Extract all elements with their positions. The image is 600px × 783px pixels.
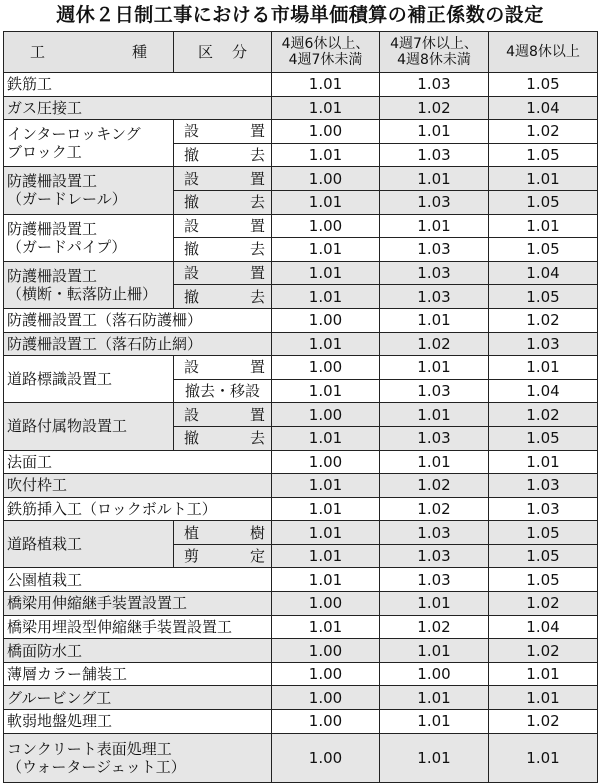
work-type-cell bbox=[4, 639, 272, 663]
work-type-cell bbox=[4, 474, 272, 498]
work-type-cell bbox=[4, 332, 272, 356]
header-division-char-2: 分 bbox=[231, 43, 247, 61]
page-title: 週休２日制工事における市場単価積算の補正係数の設定 bbox=[56, 4, 544, 26]
header-7-8-line-2: 4週8休未満 bbox=[397, 52, 471, 68]
division-label: 撤 bbox=[184, 287, 200, 306]
factor-value: 1.01 bbox=[272, 521, 380, 545]
division-label: 樹 bbox=[249, 523, 265, 542]
factor-value: 1.02 bbox=[489, 403, 598, 427]
work-type-label: 橋面防水工 bbox=[7, 641, 83, 660]
work-type-label: 薄層カラー舗装工 bbox=[7, 665, 128, 684]
factor-value: 1.01 bbox=[489, 662, 598, 686]
division-label: 去 bbox=[249, 146, 265, 165]
division-label: 設 bbox=[184, 122, 200, 141]
factor-value: 1.01 bbox=[380, 686, 489, 710]
factor-value: 1.03 bbox=[380, 73, 489, 97]
factor-value: 1.01 bbox=[272, 73, 380, 97]
division-label: 撤 bbox=[184, 240, 200, 259]
factor-value: 1.01 bbox=[380, 710, 489, 734]
work-type-label: （ウォータージェット工） bbox=[7, 757, 186, 776]
factor-value: 1.01 bbox=[272, 426, 380, 450]
table-row bbox=[4, 639, 598, 663]
division-label: 置 bbox=[249, 405, 265, 424]
work-type-cell bbox=[4, 497, 272, 521]
factor-value: 1.03 bbox=[380, 544, 489, 568]
work-type-cell bbox=[4, 450, 272, 474]
division-cell bbox=[174, 521, 272, 545]
factor-value: 1.01 bbox=[380, 120, 489, 144]
work-type-label: 鉄筋工 bbox=[7, 75, 53, 94]
work-type-label: （横断・転落防止柵） bbox=[7, 284, 158, 303]
work-type-label: 吹付枠工 bbox=[7, 476, 68, 495]
work-type-cell bbox=[4, 686, 272, 710]
factor-value: 1.01 bbox=[380, 214, 489, 238]
work-type-label: ブロック工 bbox=[7, 143, 82, 162]
work-type-cell bbox=[4, 615, 272, 639]
factor-value: 1.04 bbox=[489, 96, 598, 120]
table-row bbox=[4, 568, 598, 592]
factor-value: 1.00 bbox=[272, 167, 380, 191]
table-row bbox=[4, 686, 598, 710]
factor-value: 1.02 bbox=[380, 474, 489, 498]
division-label: 撤 bbox=[184, 429, 200, 448]
division-cell bbox=[174, 544, 272, 568]
work-type-label: ガス圧接工 bbox=[7, 98, 83, 117]
division-label: 置 bbox=[249, 169, 265, 188]
factor-value: 1.02 bbox=[380, 497, 489, 521]
factor-value: 1.00 bbox=[272, 592, 380, 616]
table-row bbox=[4, 733, 598, 782]
factor-value: 1.00 bbox=[272, 710, 380, 734]
factor-value: 1.00 bbox=[272, 450, 380, 474]
factor-value: 1.01 bbox=[272, 568, 380, 592]
factor-value: 1.01 bbox=[489, 167, 598, 191]
factor-value: 1.01 bbox=[380, 308, 489, 332]
factor-value: 1.05 bbox=[489, 521, 598, 545]
factor-value: 1.01 bbox=[272, 544, 380, 568]
division-label: 置 bbox=[249, 358, 265, 377]
factor-value: 1.01 bbox=[380, 733, 489, 782]
factor-value: 1.05 bbox=[489, 568, 598, 592]
factor-value: 1.00 bbox=[272, 733, 380, 782]
table-row bbox=[4, 450, 598, 474]
factor-value: 1.02 bbox=[489, 308, 598, 332]
work-type-cell bbox=[4, 167, 174, 214]
factor-value: 1.05 bbox=[489, 190, 598, 214]
work-type-cell bbox=[4, 403, 174, 450]
table-row bbox=[4, 474, 598, 498]
division-cell bbox=[174, 120, 272, 144]
work-type-label: 橋梁用埋設型伸縮継手装置設置工 bbox=[7, 617, 233, 636]
work-type-cell bbox=[4, 214, 174, 261]
factor-value: 1.03 bbox=[380, 261, 489, 285]
work-type-cell bbox=[4, 308, 272, 332]
work-type-cell bbox=[4, 73, 272, 97]
factor-value: 1.01 bbox=[489, 686, 598, 710]
table-row bbox=[4, 261, 598, 285]
factor-value: 1.03 bbox=[489, 497, 598, 521]
table-row bbox=[4, 167, 598, 191]
work-type-cell bbox=[4, 592, 272, 616]
table-row bbox=[4, 332, 598, 356]
work-type-cell bbox=[4, 521, 174, 568]
factor-value: 1.01 bbox=[272, 332, 380, 356]
factor-value: 1.01 bbox=[489, 214, 598, 238]
work-type-cell bbox=[4, 120, 174, 167]
factor-value: 1.02 bbox=[489, 710, 598, 734]
division-label: 植 bbox=[184, 523, 200, 542]
header-7-8-days-off bbox=[380, 32, 489, 73]
factor-value: 1.01 bbox=[380, 167, 489, 191]
division-cell bbox=[174, 238, 272, 262]
division-label: 置 bbox=[249, 264, 265, 283]
work-type-label: 法面工 bbox=[7, 452, 53, 471]
factor-value: 1.03 bbox=[380, 568, 489, 592]
factor-value: 1.01 bbox=[272, 474, 380, 498]
header-division bbox=[174, 32, 272, 73]
table-row bbox=[4, 662, 598, 686]
work-type-cell bbox=[4, 662, 272, 686]
table-body bbox=[4, 73, 598, 783]
work-type-label: インターロッキング bbox=[7, 125, 141, 144]
header-6-7-line-1: 4週6休以上、 bbox=[281, 36, 370, 52]
work-type-cell bbox=[4, 733, 272, 782]
factor-value: 1.05 bbox=[489, 238, 598, 262]
factor-value: 1.01 bbox=[272, 96, 380, 120]
work-type-label: 道路標識設置工 bbox=[7, 370, 113, 389]
correction-factor-table bbox=[3, 31, 598, 783]
header-8-days-off bbox=[489, 32, 598, 73]
work-type-label: 防護柵設置工 bbox=[7, 219, 98, 238]
division-label: 去 bbox=[249, 193, 265, 212]
table-header-row bbox=[4, 32, 598, 73]
table-row bbox=[4, 120, 598, 144]
division-label: 置 bbox=[249, 122, 265, 141]
factor-value: 1.01 bbox=[380, 592, 489, 616]
work-type-label: コンクリート表面処理工 bbox=[7, 739, 172, 758]
division-label: 撤 bbox=[184, 193, 200, 212]
factor-value: 1.00 bbox=[272, 686, 380, 710]
factor-value: 1.00 bbox=[272, 662, 380, 686]
header-work-type bbox=[4, 32, 174, 73]
factor-value: 1.01 bbox=[272, 285, 380, 309]
factor-value: 1.01 bbox=[489, 356, 598, 380]
factor-value: 1.01 bbox=[272, 379, 380, 403]
division-label: 撤去・移設 bbox=[184, 382, 260, 401]
work-type-cell bbox=[4, 568, 272, 592]
division-cell bbox=[174, 190, 272, 214]
division-label: 定 bbox=[249, 547, 265, 566]
factor-value: 1.00 bbox=[272, 639, 380, 663]
factor-value: 1.01 bbox=[380, 450, 489, 474]
factor-value: 1.00 bbox=[272, 403, 380, 427]
factor-value: 1.03 bbox=[380, 285, 489, 309]
factor-value: 1.05 bbox=[489, 143, 598, 167]
work-type-cell bbox=[4, 710, 272, 734]
division-cell bbox=[174, 261, 272, 285]
factor-value: 1.04 bbox=[489, 379, 598, 403]
division-cell bbox=[174, 214, 272, 238]
division-label: 去 bbox=[249, 240, 265, 259]
factor-value: 1.02 bbox=[380, 96, 489, 120]
factor-value: 1.00 bbox=[272, 120, 380, 144]
table-row bbox=[4, 403, 598, 427]
factor-value: 1.05 bbox=[489, 426, 598, 450]
factor-value: 1.02 bbox=[380, 615, 489, 639]
factor-value: 1.04 bbox=[489, 615, 598, 639]
factor-value: 1.01 bbox=[380, 356, 489, 380]
factor-value: 1.03 bbox=[380, 521, 489, 545]
work-type-label: 道路付属物設置工 bbox=[7, 417, 128, 436]
header-division-char-1: 区 bbox=[198, 43, 214, 61]
table-row bbox=[4, 710, 598, 734]
division-cell bbox=[174, 379, 272, 403]
factor-value: 1.02 bbox=[489, 120, 598, 144]
division-cell bbox=[174, 403, 272, 427]
work-type-label: 鉄筋挿入工（ロックボルト工） bbox=[7, 499, 217, 518]
header-7-8-line-1: 4週7休以上、 bbox=[390, 36, 478, 52]
work-type-cell bbox=[4, 261, 174, 308]
work-type-label: 公園植栽工 bbox=[7, 570, 83, 589]
factor-value: 1.01 bbox=[380, 639, 489, 663]
division-label: 去 bbox=[249, 429, 265, 448]
factor-value: 1.02 bbox=[380, 332, 489, 356]
division-label: 置 bbox=[249, 216, 265, 235]
factor-value: 1.02 bbox=[489, 592, 598, 616]
factor-value: 1.01 bbox=[272, 497, 380, 521]
factor-value: 1.02 bbox=[489, 639, 598, 663]
factor-value: 1.03 bbox=[380, 190, 489, 214]
factor-value: 1.05 bbox=[489, 285, 598, 309]
division-label: 設 bbox=[184, 358, 200, 377]
factor-value: 1.01 bbox=[272, 190, 380, 214]
factor-value: 1.01 bbox=[272, 238, 380, 262]
table-row bbox=[4, 497, 598, 521]
factor-value: 1.00 bbox=[380, 662, 489, 686]
work-type-label: 道路植栽工 bbox=[7, 535, 83, 554]
factor-value: 1.05 bbox=[489, 73, 598, 97]
factor-value: 1.03 bbox=[489, 332, 598, 356]
table-row bbox=[4, 214, 598, 238]
table-row bbox=[4, 521, 598, 545]
header-6-7-days-off bbox=[272, 32, 380, 73]
division-cell bbox=[174, 356, 272, 380]
division-label: 設 bbox=[184, 169, 200, 188]
factor-value: 1.03 bbox=[380, 143, 489, 167]
factor-value: 1.01 bbox=[272, 615, 380, 639]
factor-value: 1.01 bbox=[272, 261, 380, 285]
division-label: 剪 bbox=[184, 547, 200, 566]
factor-value: 1.03 bbox=[380, 238, 489, 262]
factor-value: 1.01 bbox=[489, 450, 598, 474]
work-type-label: 防護柵設置工 bbox=[7, 266, 98, 285]
header-work-type-char-1: 工 bbox=[30, 43, 46, 61]
table-row bbox=[4, 356, 598, 380]
work-type-label: 防護柵設置工（落石防止網） bbox=[7, 334, 203, 353]
factor-value: 1.01 bbox=[272, 143, 380, 167]
table-row bbox=[4, 592, 598, 616]
division-cell bbox=[174, 143, 272, 167]
factor-value: 1.05 bbox=[489, 544, 598, 568]
factor-value: 1.04 bbox=[489, 261, 598, 285]
factor-value: 1.03 bbox=[380, 379, 489, 403]
work-type-cell bbox=[4, 356, 174, 403]
factor-value: 1.01 bbox=[380, 403, 489, 427]
work-type-label: （ガードパイプ） bbox=[7, 237, 127, 256]
factor-value: 1.00 bbox=[272, 308, 380, 332]
division-label: 設 bbox=[184, 216, 200, 235]
division-cell bbox=[174, 285, 272, 309]
work-type-label: グルービング工 bbox=[7, 688, 112, 707]
work-type-label: 橋梁用伸縮継手装置設置工 bbox=[7, 594, 188, 613]
division-label: 去 bbox=[249, 287, 265, 306]
table-row bbox=[4, 73, 598, 97]
factor-value: 1.00 bbox=[272, 214, 380, 238]
division-label: 設 bbox=[184, 405, 200, 424]
division-cell bbox=[174, 426, 272, 450]
work-type-label: 防護柵設置工（落石防護柵） bbox=[7, 311, 203, 330]
header-work-type-char-2: 種 bbox=[131, 43, 147, 61]
division-label: 撤 bbox=[184, 146, 200, 165]
work-type-cell bbox=[4, 96, 272, 120]
division-label: 設 bbox=[184, 264, 200, 283]
factor-value: 1.01 bbox=[489, 733, 598, 782]
table-row bbox=[4, 615, 598, 639]
factor-value: 1.03 bbox=[380, 426, 489, 450]
header-6-7-line-2: 4週7休未満 bbox=[288, 52, 363, 68]
work-type-label: 防護柵設置工 bbox=[7, 172, 98, 191]
work-type-label: 軟弱地盤処理工 bbox=[7, 712, 113, 731]
factor-value: 1.03 bbox=[489, 474, 598, 498]
table-row bbox=[4, 96, 598, 120]
division-cell bbox=[174, 167, 272, 191]
factor-value: 1.00 bbox=[272, 356, 380, 380]
table-row bbox=[4, 308, 598, 332]
header-8-line-1: 4週8休以上 bbox=[506, 44, 580, 60]
work-type-label: （ガードレール） bbox=[7, 190, 127, 209]
